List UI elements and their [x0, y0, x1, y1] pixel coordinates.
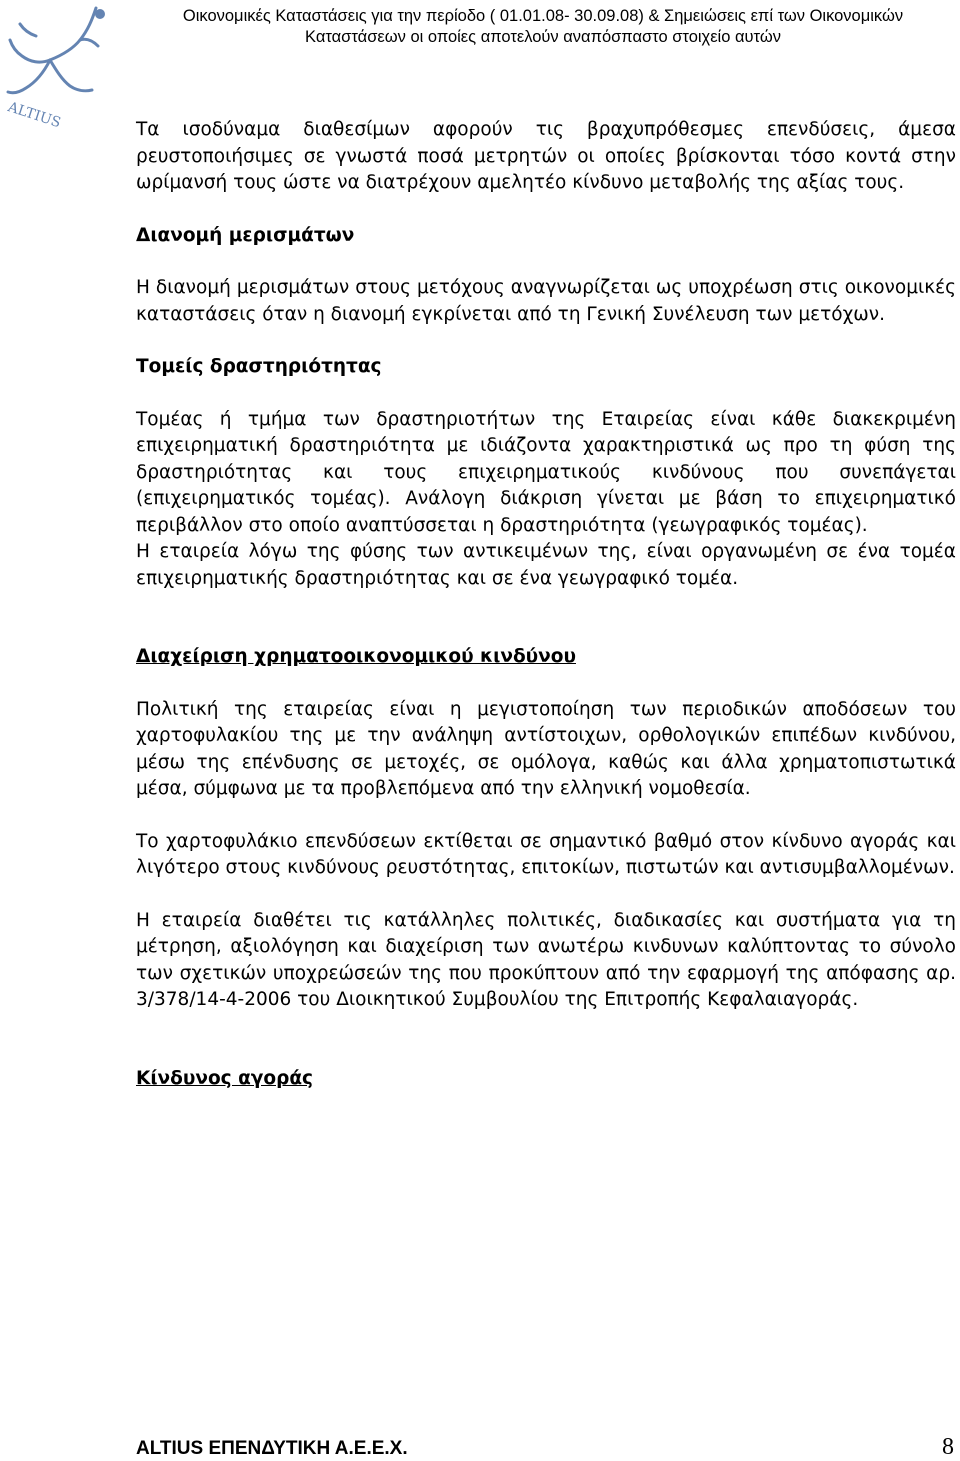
company-logo	[0, 0, 120, 140]
cash-equivalents-paragraph: Τα ισοδύναμα διαθεσίμων αφορούν τις βραχυπρόθεσμες επενδύσεις, άμεσα ρευστοποιήσιμες σε γνωστά ποσά μετρητών οι οποίες βρίσκονται τόσο κοντά στην ωρίμανσή τους ώστε να διατρέχουν αμελητέο κίνδυνο μεταβολής της αξίας τους.	[136, 119, 956, 193]
header-line-1: Οικονομικές Καταστάσεις για την περίοδο ( 01.01.08- 30.09.08) & Σημειώσεις επί των Οικονομικών	[182, 7, 904, 25]
risk-management-heading: Διαχείριση χρηματοοικονομικού κινδύνου	[136, 646, 576, 667]
document-body	[136, 117, 956, 1092]
svg-text:ALTIUS: ALTIUS	[5, 99, 63, 132]
segments-heading: Τομείς δραστηριότητας	[136, 356, 382, 377]
footer-company-name: ALTIUS ΕΠΕΝΔΥΤΙΚΗ Α.Ε.Ε.Χ.	[136, 1438, 408, 1459]
dividends-heading: Διανομή μερισμάτων	[136, 224, 355, 246]
dividends-paragraph: Η διανομή μερισμάτων στους μετόχους αναγνωρίζεται ως υποχρέωση στις οικονομικές καταστάσεις όταν η διανομή εγκρίνεται από τη Γενική Συνέλευση των μετόχων.	[136, 277, 956, 325]
risk-management-paragraph-3: Η εταιρεία διαθέτει τις κατάλληλες πολιτικές, διαδικασίες και συστήματα για τη μέτρηση, αξιολόγηση και διαχείριση των ανωτέρω κινδυνων καλύπτοντας το σύνολο των σχετικών υποχρεώσεών της που προκύπτουν από την εφαρμογή της απόφασης αρ. 3/378/14-4-2006 του Διοικητικού Συμβουλίου της Επιτροπής Κεφαλαιαγοράς.	[136, 909, 956, 1010]
risk-management-paragraph-2: Το χαρτοφυλάκιο επενδύσεων εκτίθεται σε σημαντικό βαθμό στον κίνδυνο αγοράς και λιγότερο στους κινδύνους ρευστότητας, επιτοκίων, πιστωτών και αντισυμβαλλομένων.	[136, 830, 956, 878]
page-number: 8	[942, 1434, 954, 1460]
segments-paragraph-1: Τομέας ή τμήμα των δραστηριοτήτων της Εταιρείας είναι κάθε διακεκριμένη επιχειρηματική δραστηριότητα με ιδιάζοντα χαρακτηριστικά ως προ τη φύση της δραστηριότητας και τους επιχειρηματικούς κινδύνους που συνεπάγεται (επιχειρηματικός τομέας). Ανάλογη διάκριση γίνεται με βάση το επιχειρηματικό περιβάλλον στο οποίο αναπτύσσεται η δραστηριότητα (γεωγραφικός τομέας).	[136, 408, 956, 536]
header-line-2: Καταστάσεων οι οποίες αποτελούν αναπόσπαστο στοιχείο αυτών	[305, 28, 781, 46]
risk-management-paragraph-1: Πολιτική της εταιρείας είναι η μεγιστοποίηση των περιοδικών αποδόσεων του χαρτοφυλακίου της με την ανάληψη αντίστοιχων, ορθολογικών επιπέδων κινδύνου, μέσω της επένδυσης σε μετοχές, σε ομόλογα, καθώς και άλλα χρηματοπιστωτικά μέσα, σύμφωνα με τα προβλεπόμενα από την ελληνική νομοθεσία.	[136, 698, 956, 799]
market-risk-heading: Κίνδυνος αγοράς	[136, 1067, 314, 1089]
document-header	[130, 6, 956, 48]
athlete-logo-icon	[0, 0, 120, 140]
segments-paragraph-2: Η εταιρεία λόγω της φύσης των αντικειμένων της, είναι οργανωμένη σε ένα τομέα επιχειρηματικής δραστηριότητας και σε ένα γεωγραφικό τομέα.	[136, 541, 956, 589]
